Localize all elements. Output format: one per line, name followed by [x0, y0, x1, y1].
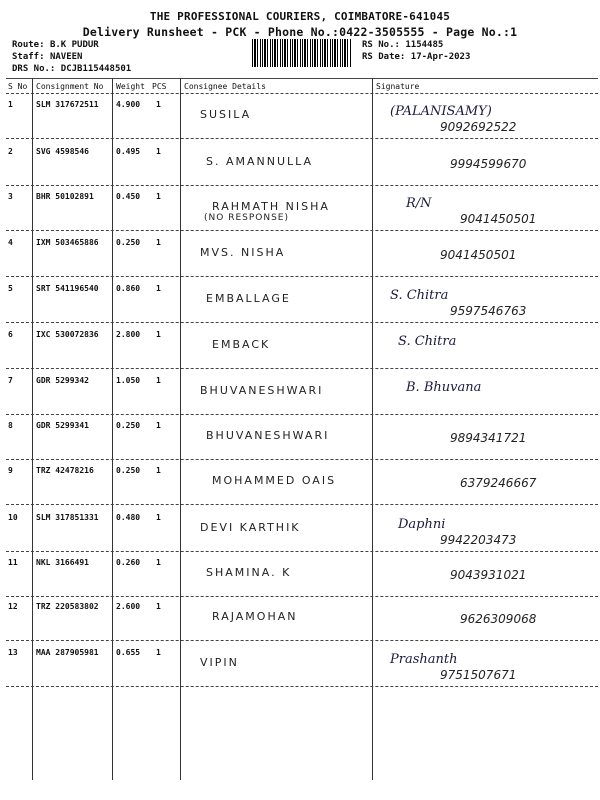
col-weight: Weight — [116, 82, 145, 91]
staff-value: NAVEEN — [49, 52, 83, 62]
route-value: B.K PUDUR — [49, 40, 99, 50]
row-phone: 9043931021 — [450, 568, 527, 582]
row-weight: 0.250 — [116, 466, 141, 475]
row-phone: 9041450501 — [460, 212, 537, 226]
rs-date-line — [362, 52, 470, 62]
row-sno: 9 — [8, 466, 13, 475]
row-consignment-no: MAA 287905981 — [36, 648, 99, 657]
row-weight: 0.655 — [116, 648, 141, 657]
header-rule — [6, 93, 598, 94]
row-phone: 9942203473 — [440, 533, 517, 547]
row-sno: 3 — [8, 192, 13, 201]
row-sno: 2 — [8, 147, 13, 156]
row-sno: 12 — [8, 602, 18, 611]
row-sno: 11 — [8, 558, 18, 567]
row-divider — [6, 640, 598, 641]
row-consignee: MOHAMMED OAIS — [212, 474, 337, 487]
row-sno: 8 — [8, 421, 13, 430]
column-divider — [112, 78, 113, 780]
row-weight: 0.450 — [116, 192, 141, 201]
row-phone: 9994599670 — [450, 157, 527, 171]
row-divider — [6, 138, 598, 139]
row-divider — [6, 596, 598, 597]
row-consignee: SHAMINA. K — [206, 566, 292, 579]
company-title: THE PROFESSIONAL COURIERS, COIMBATORE-641045 — [149, 10, 451, 23]
col-pcs: PCS — [152, 82, 167, 91]
drs-label: DRS No.: — [12, 64, 56, 74]
row-pcs: 1 — [156, 192, 161, 201]
row-pcs: 1 — [156, 376, 161, 385]
row-signature: (PALANISAMY) — [390, 104, 492, 119]
row-pcs: 1 — [156, 284, 161, 293]
row-consignee: MVS. NISHA — [200, 246, 286, 259]
row-consignee: VIPIN — [200, 656, 239, 669]
rs-no-label: RS No.: — [362, 40, 400, 50]
row-signature: S. Chitra — [398, 334, 457, 349]
row-consignment-no: IXC 530072836 — [36, 330, 99, 339]
row-sno: 13 — [8, 648, 18, 657]
row-divider — [6, 368, 598, 369]
row-consignee: RAJAMOHAN — [212, 610, 298, 623]
row-pcs: 1 — [156, 330, 161, 339]
column-divider — [180, 78, 181, 780]
rs-no-line — [362, 40, 443, 50]
row-consignee: DEVI KARTHIK — [200, 521, 301, 534]
row-pcs: 1 — [156, 648, 161, 657]
row-signature: Daphni — [398, 517, 446, 532]
row-weight: 4.900 — [116, 100, 141, 109]
row-consignment-no: TRZ 220583802 — [36, 602, 99, 611]
runsheet-subtitle: Delivery Runsheet - PCK - Phone No.:0422-3505555 - Page No.:1 — [82, 25, 518, 39]
row-consignment-no: SVG 4598546 — [36, 147, 89, 156]
row-pcs: 1 — [156, 238, 161, 247]
row-sno: 7 — [8, 376, 13, 385]
row-phone: 9626309068 — [460, 612, 537, 626]
row-weight: 0.495 — [116, 147, 141, 156]
row-consignment-no: TRZ 42478216 — [36, 466, 94, 475]
row-weight: 0.480 — [116, 513, 141, 522]
row-consignee: EMBALLAGE — [206, 292, 291, 305]
row-consignee: BHUVANESHWARI — [200, 384, 324, 397]
row-weight: 0.250 — [116, 238, 141, 247]
row-weight: 2.600 — [116, 602, 141, 611]
row-sno: 4 — [8, 238, 13, 247]
row-weight: 2.800 — [116, 330, 141, 339]
row-sno: 6 — [8, 330, 13, 339]
row-weight: 1.050 — [116, 376, 141, 385]
row-sno: 5 — [8, 284, 13, 293]
row-signature: B. Bhuvana — [406, 380, 482, 395]
row-consignment-no: GDR 5299341 — [36, 421, 89, 430]
route-label: Route: — [12, 40, 45, 50]
row-pcs: 1 — [156, 466, 161, 475]
col-signature: Signature — [376, 82, 420, 91]
row-pcs: 1 — [156, 147, 161, 156]
row-signature: R/N — [406, 196, 432, 211]
rs-date-value: 17-Apr-2023 — [410, 52, 471, 62]
row-divider — [6, 322, 598, 323]
col-sno: S No — [8, 82, 28, 91]
row-signature: S. Chitra — [390, 288, 449, 303]
row-phone: 9751507671 — [440, 668, 517, 682]
row-consignee: S. AMANNULLA — [206, 155, 314, 168]
row-weight: 0.260 — [116, 558, 141, 567]
row-pcs: 1 — [156, 513, 161, 522]
row-divider — [6, 504, 598, 505]
rs-date-label: RS Date: — [362, 52, 406, 62]
row-divider — [6, 551, 598, 552]
row-phone: 6379246667 — [460, 476, 537, 490]
row-phone: 9894341721 — [450, 431, 527, 445]
drs-value: DCJB115448501 — [60, 64, 132, 74]
staff-line — [12, 52, 82, 62]
row-phone: 9041450501 — [440, 248, 517, 262]
staff-label: Staff: — [12, 52, 45, 62]
row-weight: 0.250 — [116, 421, 141, 430]
row-consignment-no: SLM 317672511 — [36, 100, 99, 109]
row-divider — [6, 414, 598, 415]
row-consignee: BHUVANESHWARI — [206, 429, 330, 442]
row-consignment-no: NKL 3166491 — [36, 558, 89, 567]
row-consignment-no: SRT 541196540 — [36, 284, 99, 293]
row-consignment-no: SLM 317851331 — [36, 513, 99, 522]
column-divider — [32, 78, 33, 780]
row-consignee: SUSILA — [200, 108, 252, 121]
barcode — [252, 39, 352, 67]
col-consignment: Consignment No — [36, 82, 104, 91]
column-divider — [372, 78, 373, 780]
row-consignment-no: IXM 503465886 — [36, 238, 99, 247]
row-consignee-note: (NO RESPONSE) — [204, 213, 289, 223]
row-divider — [6, 686, 598, 687]
row-pcs: 1 — [156, 421, 161, 430]
row-consignment-no: BHR 50102891 — [36, 192, 94, 201]
row-pcs: 1 — [156, 602, 161, 611]
col-consignee: Consignee Details — [184, 82, 266, 91]
row-divider — [6, 185, 598, 186]
row-divider — [6, 276, 598, 277]
row-sno: 1 — [8, 100, 13, 109]
row-divider — [6, 230, 598, 231]
row-divider — [6, 459, 598, 460]
row-phone: 9092692522 — [440, 120, 517, 134]
table-top-rule — [6, 78, 598, 79]
rs-no-value: 1154485 — [405, 40, 444, 50]
row-consignment-no: GDR 5299342 — [36, 376, 89, 385]
row-consignee: EMBACK — [212, 338, 271, 351]
drs-line — [12, 64, 131, 74]
route-line — [12, 40, 99, 50]
row-phone: 9597546763 — [450, 304, 527, 318]
row-pcs: 1 — [156, 100, 161, 109]
row-weight: 0.860 — [116, 284, 141, 293]
row-sno: 10 — [8, 513, 18, 522]
row-pcs: 1 — [156, 558, 161, 567]
row-signature: Prashanth — [390, 652, 458, 667]
row-consignee: RAHMATH NISHA — [212, 200, 330, 213]
